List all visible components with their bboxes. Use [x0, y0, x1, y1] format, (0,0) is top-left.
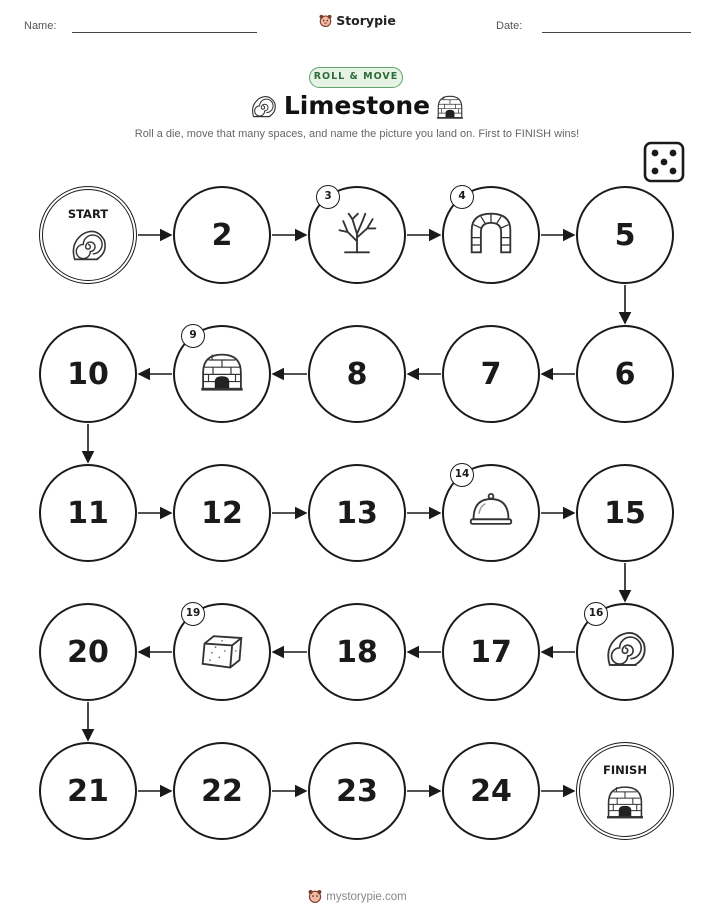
board-space-23 — [308, 742, 406, 840]
board-space-5 — [576, 186, 674, 284]
board-space-8 — [308, 325, 406, 423]
space-number: 18 — [336, 634, 378, 670]
space-number: 15 — [604, 495, 646, 531]
board-space-13 — [308, 464, 406, 562]
space-number-badge: 4 — [450, 185, 474, 209]
start-label: START — [67, 207, 109, 221]
stone-igloo-oven-icon — [605, 784, 645, 825]
footer-url: mystorypie.com — [326, 891, 407, 903]
board-space-24 — [442, 742, 540, 840]
board-space-18 — [308, 603, 406, 701]
board-space-22 — [173, 742, 271, 840]
space-number: 24 — [470, 773, 512, 809]
board-space-6 — [576, 325, 674, 423]
spiral-shell-icon — [68, 228, 108, 269]
stone-arch-icon — [468, 210, 514, 261]
space-number: 20 — [67, 634, 109, 670]
brand-name: Storypie — [336, 13, 396, 28]
space-number: 13 — [336, 495, 378, 531]
board-space-20 — [39, 603, 137, 701]
space-number: 10 — [67, 356, 109, 392]
space-number: 22 — [201, 773, 243, 809]
stone-igloo-oven-icon — [199, 351, 245, 397]
board-space-17 — [442, 603, 540, 701]
dome-cover-icon — [468, 488, 514, 539]
space-number: 8 — [346, 356, 368, 392]
board-space-11 — [39, 464, 137, 562]
board-space-2 — [173, 186, 271, 284]
space-number: 23 — [336, 773, 378, 809]
page-title: Limestone — [283, 91, 431, 120]
space-number: 6 — [614, 356, 636, 392]
space-number: 17 — [470, 634, 512, 670]
space-number-badge: 3 — [316, 185, 340, 209]
space-number: 12 — [201, 495, 243, 531]
board-space-21 — [39, 742, 137, 840]
instructions-text: Roll a die, move that many spaces, and name the picture you land on. First to FINISH wins! — [134, 128, 580, 140]
space-number: 5 — [614, 217, 636, 253]
board-space-7 — [442, 325, 540, 423]
storypie-mascot-icon — [307, 888, 323, 904]
finish-label: FINISH — [603, 763, 647, 777]
space-number-badge: 14 — [450, 463, 474, 487]
finish-space — [576, 742, 674, 840]
activity-badge: ROLL & MOVE — [309, 67, 403, 88]
start-space — [39, 186, 137, 284]
board-space-10 — [39, 325, 137, 423]
space-number-badge: 16 — [584, 602, 608, 626]
footer — [0, 888, 714, 904]
space-number: 2 — [211, 217, 233, 253]
space-number: 11 — [67, 495, 109, 531]
name-label: Name: — [24, 20, 57, 32]
space-number: 7 — [480, 356, 502, 392]
space-number-badge: 9 — [181, 324, 205, 348]
board-space-12 — [173, 464, 271, 562]
space-number: 21 — [67, 773, 109, 809]
limestone-block-icon — [199, 627, 245, 678]
board-space-15 — [576, 464, 674, 562]
coral-icon — [334, 210, 380, 261]
spiral-shell-icon — [602, 629, 648, 675]
space-number-badge: 19 — [181, 602, 205, 626]
date-label: Date: — [496, 20, 523, 32]
